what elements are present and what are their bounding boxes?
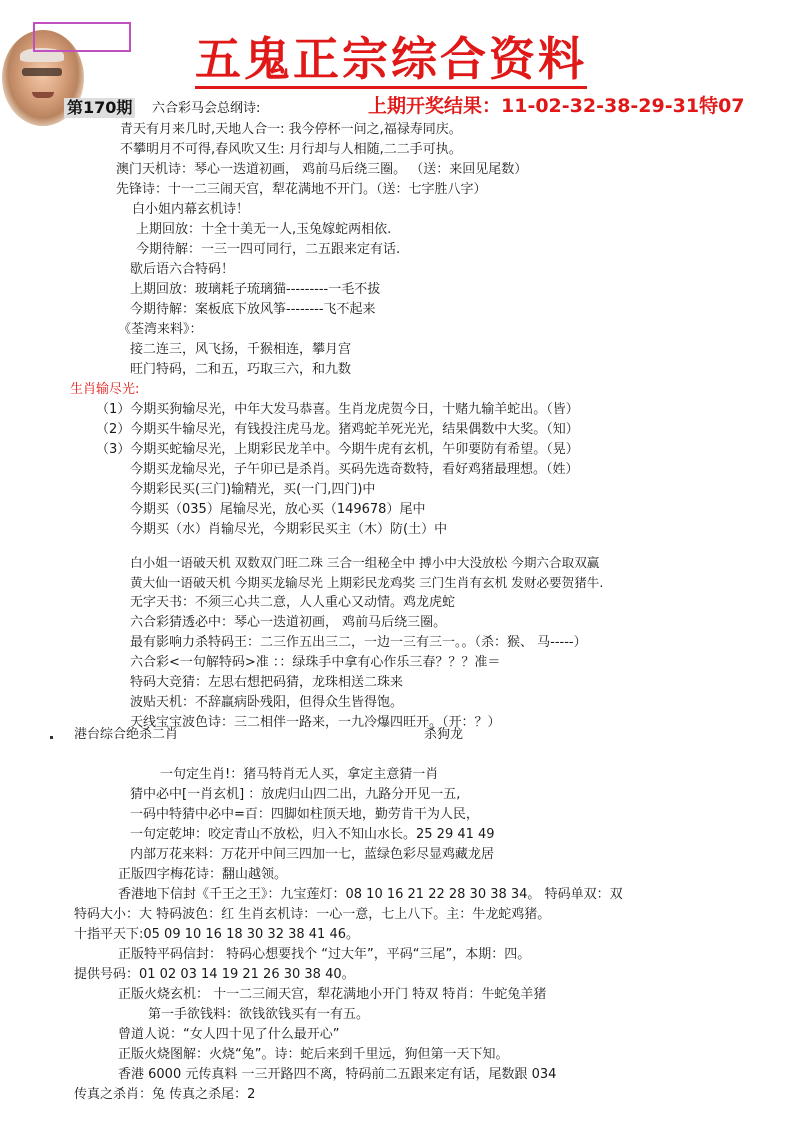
text-line: 十指平天下:05 09 10 16 18 30 32 38 41 46。 bbox=[74, 927, 359, 942]
section-heading: 生肖输尽光: bbox=[70, 382, 140, 397]
text-line: 青天有月来几时,天地人合一: 我今停杯一问之,福禄寿同庆。 bbox=[120, 122, 462, 137]
text-line: 上期回放：玻璃耗子琉璃猫---------一毛不拔 bbox=[130, 282, 381, 297]
highlight-frame bbox=[33, 22, 131, 52]
portrait-glasses bbox=[22, 68, 62, 76]
text-line: 港台综合绝杀二肖 bbox=[74, 727, 179, 742]
text-line: 今期买龙输尽光，子午卯已是杀肖。买码先选奇数特，看好鸡猪最理想。（姓） bbox=[130, 462, 579, 477]
text-line: 今期待解：一三一四可同行，二五跟来定有话. bbox=[136, 242, 401, 257]
text-line: 波贴天机：不辞羸病卧残阳，但得众生皆得饱。 bbox=[130, 695, 404, 710]
text-line: 接二连三，风飞扬，千猴相连，攀月宫 bbox=[130, 342, 352, 357]
text-line: 今期买（水）肖输尽光，今期彩民买主（木）防(土）中 bbox=[130, 522, 448, 537]
text-line: 六合彩猜透必中：琴心一迭道初画， 鸡前马后绕三圈。 bbox=[130, 615, 447, 630]
text-line: 正版火烧玄机： 十一二三闹天宫，犁花满地小开门 特双 特肖：牛蛇兔羊猪 bbox=[118, 987, 547, 1002]
text-line: 猜中必中[一肖玄机] ：放虎归山四二出，九路分开见一五, bbox=[130, 787, 461, 802]
last-draw-result: 上期开奖结果：11-02-32-38-29-31特07 bbox=[368, 95, 745, 117]
issue-subtitle: 六合彩马会总纲诗: bbox=[152, 101, 261, 116]
text-line: 特码大小：大 特码波色：红 生肖玄机诗：一心一意，七上八下。主：牛龙蛇鸡猪。 bbox=[74, 907, 551, 922]
text-line: 提供号码：01 02 03 14 19 21 26 30 38 40。 bbox=[74, 967, 355, 982]
text-line: 六合彩<一句解特码>准 ：：绿珠手中拿有心作乐三春？？？准＝ bbox=[130, 655, 501, 670]
text-line: 白小姐一语破天机 双数双门旺二珠 三合一组秘全中 搏小中大没放松 今期六合取双赢 bbox=[130, 555, 600, 570]
text-line: 《荃湾来料》： bbox=[118, 322, 203, 337]
text-line: 一句定乾坤：咬定青山不放松，归入不知山水长。25 29 41 49 bbox=[130, 827, 495, 842]
text-line: 内部万花来料：万花开中间三四加一七，蓝绿色彩尽显鸡藏龙居 bbox=[130, 847, 495, 862]
text-line: 今期彩民买(三门)输精光，买(一门,四门)中 bbox=[130, 482, 376, 497]
text-line: 黄大仙一语破天机 今期买龙输尽光 上期彩民龙鸡奖 三门生肖有玄机 发财必要贺猪牛. bbox=[130, 575, 604, 590]
text-line: 正版火烧图解：火烧“兔”。诗：蛇后来到千里远，狗但第一天下知。 bbox=[118, 1047, 509, 1062]
text-line: 正版特平码信封： 特码心想要找个 “过大年”，平码“三尾”，本期：四。 bbox=[118, 947, 531, 962]
text-line: 香港 6000 元传真料 一三开路四不离，特码前二五跟来定有话，尾数跟 034 bbox=[118, 1067, 557, 1082]
portrait-mouth bbox=[32, 92, 54, 98]
text-line: 香港地下信封《千王之王》：九宝莲灯：08 10 16 21 22 28 30 38 34。 特码单双：双 bbox=[118, 887, 623, 902]
text-line: 澳门天机诗：琴心一迭道初画， 鸡前马后绕三圈。 （送：来回见尾数） bbox=[116, 162, 528, 177]
text-line: 正版四字梅花诗：翻山越领。 bbox=[118, 867, 288, 882]
page-title: 五鬼正宗综合资料 bbox=[195, 32, 587, 89]
text-line: 白小姐内幕玄机诗！ bbox=[132, 202, 250, 217]
text-line: 先锋诗：十一二三闹天宫，犁花满地不开门。（送：七字胜八字） bbox=[116, 182, 487, 197]
text-line: 无字天书：不须三心共二意，人人重心又动情。鸡龙虎蛇 bbox=[130, 595, 456, 610]
text-line: 歇后语六合特码！ bbox=[130, 262, 235, 277]
text-line: 最有影响力杀特码王：二三作五出三二，一边一三有三一。。（杀：猴、 马-----） bbox=[130, 635, 587, 650]
text-line: （3）今期买蛇输尽光，上期彩民龙羊中。今期牛虎有玄机，午卯要防有希望。（晃） bbox=[96, 442, 579, 457]
text-line: 特码大竞猜：左思右想把码猜，龙珠相送二珠来 bbox=[130, 675, 404, 690]
text-line: 今期买（035）尾输尽光，放心买（149678）尾中 bbox=[130, 502, 426, 517]
text-line: 杀狗龙 bbox=[424, 727, 464, 742]
text-line: （2）今期买牛输尽光，有钱投注虎马龙。猪鸡蛇羊死光光，结果偶数中大奖。（知） bbox=[96, 422, 579, 437]
text-line: 天线宝宝波色诗：三二相伴一路来，一九冷爆四旺开。（开：？） bbox=[130, 715, 501, 730]
text-line: 旺门特码，二和五，巧取三六，和九数 bbox=[130, 362, 352, 377]
text-line: 不攀明月不可得,春风吹又生: 月行却与人相随,二二手可执。 bbox=[120, 142, 462, 157]
text-line: 传真之杀肖：兔 传真之杀尾：2 bbox=[74, 1087, 256, 1102]
text-line: 今期待解：案板底下放风筝--------飞不起来 bbox=[130, 302, 376, 317]
text-line: 上期回放：十全十美无一人,玉兔嫁蛇两相依. bbox=[136, 222, 392, 237]
issue-number: 第170期 bbox=[64, 98, 135, 118]
text-line: （1）今期买狗输尽光，中年大发马恭喜。生肖龙虎贺今日，十赌九输羊蛇出。（皆） bbox=[96, 402, 579, 417]
scan-speck bbox=[50, 736, 53, 739]
text-line: 一码中特猜中必中=百：四脚如柱顶天地，勤劳肯干为人民， bbox=[130, 807, 479, 822]
text-line: 第一手欲钱料：欲钱欲钱买有一有五。 bbox=[148, 1007, 370, 1022]
text-line: 一句定生肖!：猪马特肖无人买，拿定主意猜一肖 bbox=[160, 767, 439, 782]
text-line: 曾道人说：“女人四十见了什么最开心” bbox=[118, 1027, 340, 1042]
